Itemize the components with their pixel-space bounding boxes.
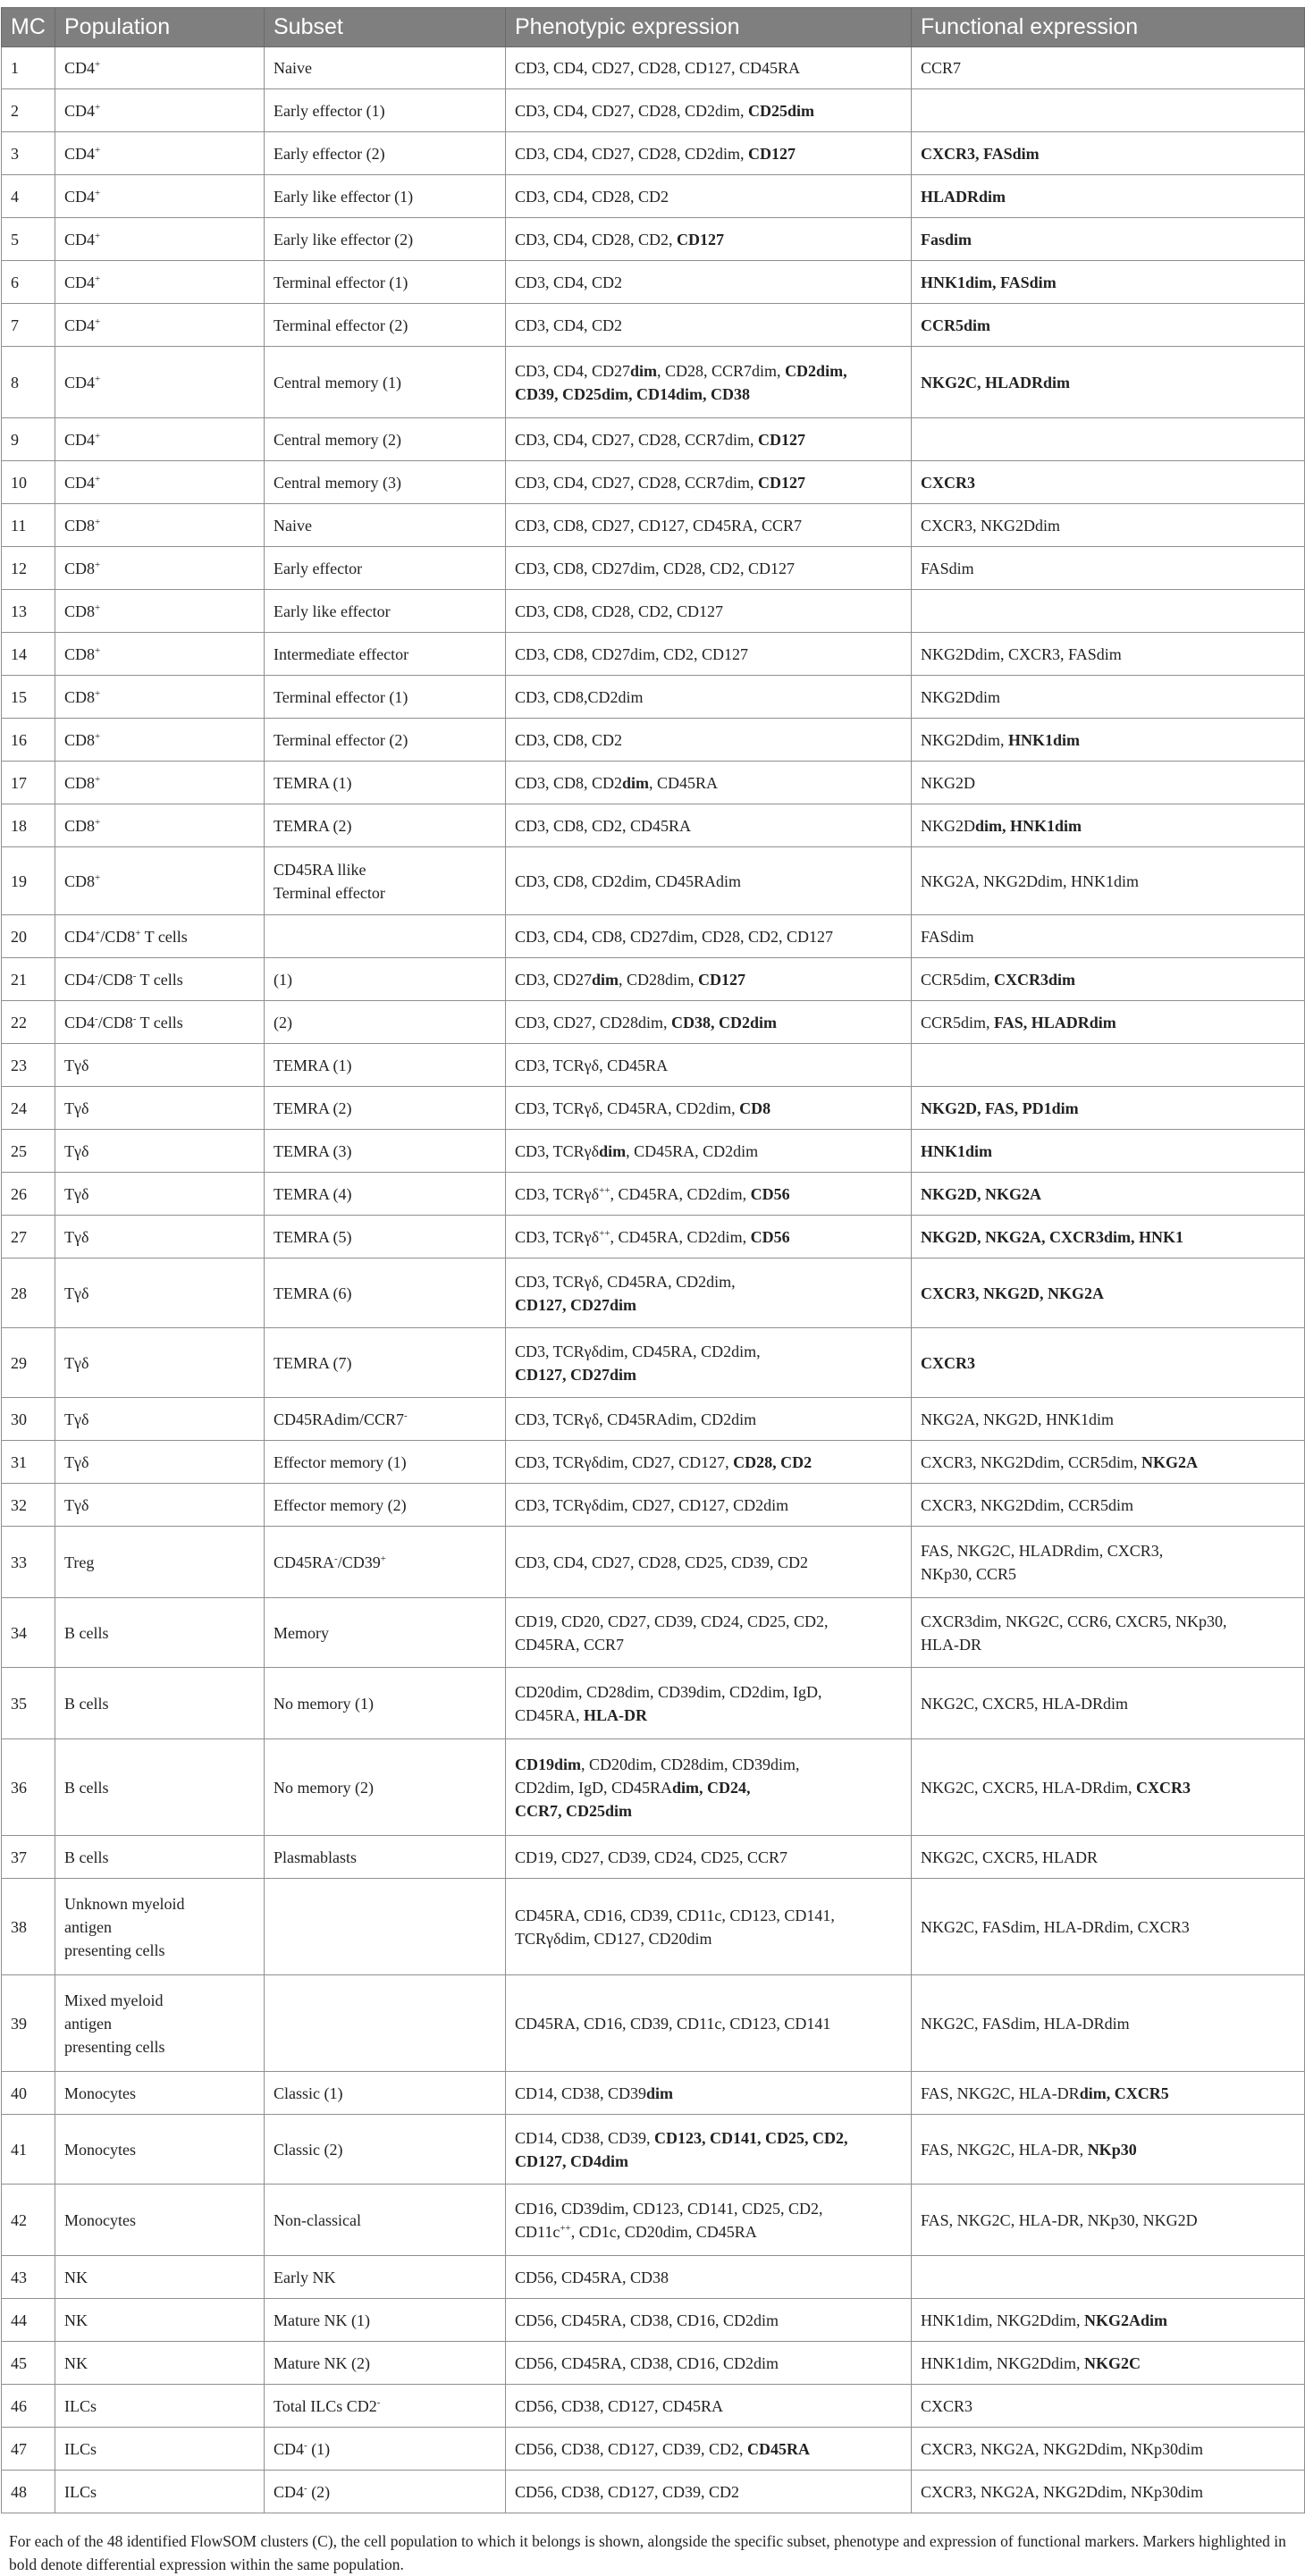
cell-subset: Memory <box>265 1598 506 1668</box>
cell-population: CD4-/CD8- T cells <box>55 1001 265 1044</box>
cell-mc: 8 <box>2 347 55 418</box>
cell-functional: NKG2C, FASdim, HLA-DRdim <box>912 1975 1305 2072</box>
cell-population: Treg <box>55 1527 265 1598</box>
cell-population: Tγδ <box>55 1328 265 1398</box>
cell-population: Mixed myeloid antigen presenting cells <box>55 1975 265 2072</box>
cell-population: CD8+ <box>55 633 265 676</box>
header-subset: Subset <box>265 8 506 47</box>
table-row <box>2 1087 1305 1130</box>
cell-population: CD4+/CD8+ T cells <box>55 915 265 958</box>
cell-functional <box>912 590 1305 633</box>
table-row <box>2 2115 1305 2185</box>
cell-mc: 14 <box>2 633 55 676</box>
cell-mc: 22 <box>2 1001 55 1044</box>
cell-functional <box>912 1044 1305 1087</box>
cell-functional: CXCR3, NKG2D, NKG2A <box>912 1259 1305 1328</box>
header-phenotypic-expression: Phenotypic expression <box>506 8 912 47</box>
cell-mc: 39 <box>2 1975 55 2072</box>
cell-phenotypic: CD3, CD8, CD2 <box>506 719 912 762</box>
table-row <box>2 633 1305 676</box>
cell-mc: 18 <box>2 804 55 847</box>
cell-functional: NKG2D, FAS, PD1dim <box>912 1087 1305 1130</box>
cell-mc: 33 <box>2 1527 55 1598</box>
cell-subset: Naive <box>265 47 506 89</box>
cell-mc: 11 <box>2 504 55 547</box>
cell-mc: 15 <box>2 676 55 719</box>
cell-population: CD4+ <box>55 47 265 89</box>
table-row <box>2 1328 1305 1398</box>
cell-subset: Central memory (3) <box>265 461 506 504</box>
cell-subset: Early effector <box>265 547 506 590</box>
table-row <box>2 2385 1305 2428</box>
cell-functional: NKG2D, NKG2A <box>912 1173 1305 1216</box>
cell-mc: 2 <box>2 89 55 132</box>
cell-subset: TEMRA (1) <box>265 1044 506 1087</box>
cell-mc: 42 <box>2 2185 55 2256</box>
cell-functional: CCR5dim, CXCR3dim <box>912 958 1305 1001</box>
cell-functional: HNK1dim, NKG2Ddim, NKG2C <box>912 2342 1305 2385</box>
cell-phenotypic: CD20dim, CD28dim, CD39dim, CD2dim, IgD, CD45RA, HLA-DR <box>506 1668 912 1739</box>
table-row <box>2 347 1305 418</box>
cell-population: CD4+ <box>55 418 265 461</box>
cell-phenotypic: CD3, TCRγδ, CD45RAdim, CD2dim <box>506 1398 912 1441</box>
cell-subset: Mature NK (2) <box>265 2342 506 2385</box>
cell-phenotypic: CD56, CD38, CD127, CD39, CD2 <box>506 2471 912 2513</box>
cell-mc: 1 <box>2 47 55 89</box>
cell-phenotypic: CD3, CD4, CD27, CD28, CCR7dim, CD127 <box>506 461 912 504</box>
table-row <box>2 915 1305 958</box>
cell-subset: TEMRA (2) <box>265 1087 506 1130</box>
cell-phenotypic: CD3, CD8, CD27dim, CD2, CD127 <box>506 633 912 676</box>
header-population: Population <box>55 8 265 47</box>
cell-phenotypic: CD3, CD4, CD28, CD2 <box>506 175 912 218</box>
cell-population: NK <box>55 2256 265 2299</box>
table-row <box>2 719 1305 762</box>
cell-mc: 24 <box>2 1087 55 1130</box>
cell-phenotypic: CD14, CD38, CD39, CD123, CD141, CD25, CD2, CD127, CD4dim <box>506 2115 912 2185</box>
cell-phenotypic: CD3, CD8, CD27, CD127, CD45RA, CCR7 <box>506 504 912 547</box>
cell-functional: CCR7 <box>912 47 1305 89</box>
table-row <box>2 1044 1305 1087</box>
cell-mc: 9 <box>2 418 55 461</box>
table-row <box>2 2428 1305 2471</box>
cell-phenotypic: CD3, TCRγδdim, CD27, CD127, CD2dim <box>506 1484 912 1527</box>
cell-population: B cells <box>55 1668 265 1739</box>
cell-mc: 20 <box>2 915 55 958</box>
cell-phenotypic: CD3, TCRγδ, CD45RA, CD2dim, CD127, CD27dim <box>506 1259 912 1328</box>
cell-mc: 34 <box>2 1598 55 1668</box>
cell-functional: NKG2C, CXCR5, HLADR <box>912 1836 1305 1879</box>
cell-functional: HNK1dim, NKG2Ddim, NKG2Adim <box>912 2299 1305 2342</box>
cell-functional: NKG2Ddim, HNK1dim <box>912 719 1305 762</box>
cell-subset <box>265 1879 506 1975</box>
cell-phenotypic: CD14, CD38, CD39dim <box>506 2072 912 2115</box>
cell-functional: CXCR3, FASdim <box>912 132 1305 175</box>
cell-phenotypic: CD16, CD39dim, CD123, CD141, CD25, CD2, CD11c++, CD1c, CD20dim, CD45RA <box>506 2185 912 2256</box>
cell-mc: 12 <box>2 547 55 590</box>
cell-functional: FASdim <box>912 547 1305 590</box>
cell-mc: 28 <box>2 1259 55 1328</box>
cell-subset: Terminal effector (1) <box>265 261 506 304</box>
cell-subset: Non-classical <box>265 2185 506 2256</box>
cell-functional <box>912 89 1305 132</box>
cell-subset: CD45RAdim/CCR7- <box>265 1398 506 1441</box>
cell-functional: NKG2Ddim <box>912 676 1305 719</box>
table-row <box>2 1739 1305 1836</box>
cell-subset: (2) <box>265 1001 506 1044</box>
cell-mc: 44 <box>2 2299 55 2342</box>
cell-functional: NKG2C, HLADRdim <box>912 347 1305 418</box>
cell-population: CD8+ <box>55 719 265 762</box>
cell-mc: 7 <box>2 304 55 347</box>
table-row <box>2 261 1305 304</box>
cell-functional: FAS, NKG2C, HLADRdim, CXCR3, NKp30, CCR5 <box>912 1527 1305 1598</box>
table-row <box>2 2299 1305 2342</box>
table-row <box>2 175 1305 218</box>
cell-mc: 21 <box>2 958 55 1001</box>
cell-phenotypic: CD19dim, CD20dim, CD28dim, CD39dim, CD2dim, IgD, CD45RAdim, CD24, CCR7, CD25dim <box>506 1739 912 1836</box>
cell-mc: 29 <box>2 1328 55 1398</box>
table-row <box>2 804 1305 847</box>
cell-functional: FAS, NKG2C, HLA-DR, NKp30, NKG2D <box>912 2185 1305 2256</box>
table-row <box>2 1484 1305 1527</box>
cell-population: Monocytes <box>55 2185 265 2256</box>
table-footnote: For each of the 48 identified FlowSOM clusters (C), the cell population to which it belongs is shown, alongside the specific subset, phenotype and expression of functional markers. Markers highlighted in bold denote differential expression within the same population. <box>9 2532 1286 2573</box>
table-row <box>2 847 1305 915</box>
cell-functional: CXCR3, NKG2Ddim, CCR5dim <box>912 1484 1305 1527</box>
cell-functional: NKG2D <box>912 762 1305 804</box>
cell-phenotypic: CD45RA, CD16, CD39, CD11c, CD123, CD141 <box>506 1975 912 2072</box>
cell-subset: Early effector (1) <box>265 89 506 132</box>
cell-subset: Early like effector (2) <box>265 218 506 261</box>
table-row <box>2 418 1305 461</box>
table-body <box>2 47 1305 2513</box>
table-row <box>2 1668 1305 1739</box>
cell-population: B cells <box>55 1739 265 1836</box>
cell-subset: Terminal effector (2) <box>265 304 506 347</box>
cell-mc: 46 <box>2 2385 55 2428</box>
cell-mc: 37 <box>2 1836 55 1879</box>
cell-mc: 35 <box>2 1668 55 1739</box>
table-row <box>2 762 1305 804</box>
cell-functional: NKG2C, FASdim, HLA-DRdim, CXCR3 <box>912 1879 1305 1975</box>
cell-functional: CXCR3, NKG2A, NKG2Ddim, NKp30dim <box>912 2471 1305 2513</box>
cell-subset: TEMRA (6) <box>265 1259 506 1328</box>
table-row <box>2 504 1305 547</box>
table-row <box>2 1975 1305 2072</box>
cell-subset: CD4- (2) <box>265 2471 506 2513</box>
cell-functional: HNK1dim <box>912 1130 1305 1173</box>
cell-phenotypic: CD3, CD4, CD27dim, CD28, CCR7dim, CD2dim, CD39, CD25dim, CD14dim, CD38 <box>506 347 912 418</box>
cell-mc: 13 <box>2 590 55 633</box>
cell-population: CD8+ <box>55 676 265 719</box>
cell-population: CD8+ <box>55 504 265 547</box>
cell-population: Tγδ <box>55 1259 265 1328</box>
cell-subset: Central memory (2) <box>265 418 506 461</box>
cell-population: CD4+ <box>55 461 265 504</box>
table-row <box>2 2342 1305 2385</box>
cell-phenotypic: CD3, CD4, CD2 <box>506 261 912 304</box>
table-row <box>2 218 1305 261</box>
cell-subset: CD4- (1) <box>265 2428 506 2471</box>
cell-phenotypic: CD3, CD4, CD27, CD28, CD25, CD39, CD2 <box>506 1527 912 1598</box>
cell-mc: 4 <box>2 175 55 218</box>
cell-population: ILCs <box>55 2428 265 2471</box>
cell-mc: 32 <box>2 1484 55 1527</box>
cell-functional: CXCR3, NKG2Ddim, CCR5dim, NKG2A <box>912 1441 1305 1484</box>
cell-functional: CXCR3dim, NKG2C, CCR6, CXCR5, NKp30, HLA-DR <box>912 1598 1305 1668</box>
cell-phenotypic: CD3, CD4, CD28, CD2, CD127 <box>506 218 912 261</box>
cell-mc: 27 <box>2 1216 55 1259</box>
cell-subset: No memory (1) <box>265 1668 506 1739</box>
cell-population: CD4+ <box>55 132 265 175</box>
cell-subset <box>265 915 506 958</box>
cell-phenotypic: CD3, CD8,CD2dim <box>506 676 912 719</box>
cell-subset: TEMRA (5) <box>265 1216 506 1259</box>
cell-population: CD4+ <box>55 89 265 132</box>
table-row <box>2 958 1305 1001</box>
cell-mc: 6 <box>2 261 55 304</box>
cell-mc: 38 <box>2 1879 55 1975</box>
cell-phenotypic: CD3, TCRγδ++, CD45RA, CD2dim, CD56 <box>506 1216 912 1259</box>
table-row <box>2 1173 1305 1216</box>
table-row <box>2 1836 1305 1879</box>
cell-subset: Effector memory (2) <box>265 1484 506 1527</box>
cell-phenotypic: CD3, CD4, CD8, CD27dim, CD28, CD2, CD127 <box>506 915 912 958</box>
cell-population: Monocytes <box>55 2115 265 2185</box>
cell-mc: 30 <box>2 1398 55 1441</box>
table-header-row <box>2 8 1305 47</box>
cell-subset: CD45RA llike Terminal effector <box>265 847 506 915</box>
table-row <box>2 47 1305 89</box>
cell-phenotypic: CD3, TCRγδ, CD45RA <box>506 1044 912 1087</box>
cell-population: Tγδ <box>55 1173 265 1216</box>
cell-population: B cells <box>55 1836 265 1879</box>
cell-phenotypic: CD56, CD38, CD127, CD39, CD2, CD45RA <box>506 2428 912 2471</box>
cell-functional: FAS, NKG2C, HLA-DR, NKp30 <box>912 2115 1305 2185</box>
cell-phenotypic: CD3, CD27dim, CD28dim, CD127 <box>506 958 912 1001</box>
cell-mc: 45 <box>2 2342 55 2385</box>
table-row <box>2 1598 1305 1668</box>
cell-population: ILCs <box>55 2385 265 2428</box>
cell-mc: 43 <box>2 2256 55 2299</box>
cell-subset: Intermediate effector <box>265 633 506 676</box>
cell-population: CD8+ <box>55 847 265 915</box>
table-row <box>2 1259 1305 1328</box>
cell-phenotypic: CD56, CD38, CD127, CD45RA <box>506 2385 912 2428</box>
cell-mc: 10 <box>2 461 55 504</box>
cell-phenotypic: CD3, CD4, CD27, CD28, CCR7dim, CD127 <box>506 418 912 461</box>
cell-phenotypic: CD3, CD8, CD27dim, CD28, CD2, CD127 <box>506 547 912 590</box>
cell-functional: FASdim <box>912 915 1305 958</box>
cell-population: CD4+ <box>55 218 265 261</box>
cell-phenotypic: CD3, TCRγδdim, CD27, CD127, CD28, CD2 <box>506 1441 912 1484</box>
table-row <box>2 2471 1305 2513</box>
cell-population: Unknown myeloid antigen presenting cells <box>55 1879 265 1975</box>
cell-population: NK <box>55 2299 265 2342</box>
cell-functional: HNK1dim, FASdim <box>912 261 1305 304</box>
cell-functional: NKG2D, NKG2A, CXCR3dim, HNK1 <box>912 1216 1305 1259</box>
cell-population: Tγδ <box>55 1216 265 1259</box>
table-row <box>2 132 1305 175</box>
cell-subset: Total ILCs CD2- <box>265 2385 506 2428</box>
cell-functional: FAS, NKG2C, HLA-DRdim, CXCR5 <box>912 2072 1305 2115</box>
cell-functional: CXCR3 <box>912 1328 1305 1398</box>
cell-subset: Effector memory (1) <box>265 1441 506 1484</box>
cell-population: Tγδ <box>55 1130 265 1173</box>
cell-subset: TEMRA (4) <box>265 1173 506 1216</box>
cell-phenotypic: CD56, CD45RA, CD38, CD16, CD2dim <box>506 2299 912 2342</box>
cell-subset: TEMRA (1) <box>265 762 506 804</box>
cell-phenotypic: CD3, CD8, CD2dim, CD45RA <box>506 762 912 804</box>
cell-mc: 48 <box>2 2471 55 2513</box>
cell-population: NK <box>55 2342 265 2385</box>
cell-population: Tγδ <box>55 1398 265 1441</box>
cell-subset <box>265 1975 506 2072</box>
header-mc: MC <box>2 8 55 47</box>
cell-phenotypic: CD3, CD8, CD2dim, CD45RAdim <box>506 847 912 915</box>
cell-functional: CXCR3, NKG2Ddim <box>912 504 1305 547</box>
cell-mc: 26 <box>2 1173 55 1216</box>
cell-population: Monocytes <box>55 2072 265 2115</box>
cell-subset: Early like effector <box>265 590 506 633</box>
cell-population: Tγδ <box>55 1044 265 1087</box>
cell-phenotypic: CD3, CD4, CD27, CD28, CD2dim, CD127 <box>506 132 912 175</box>
table-row <box>2 2185 1305 2256</box>
cell-subset: Terminal effector (1) <box>265 676 506 719</box>
cell-population: Tγδ <box>55 1087 265 1130</box>
cell-phenotypic: CD3, CD4, CD2 <box>506 304 912 347</box>
cell-phenotypic: CD3, TCRγδdim, CD45RA, CD2dim <box>506 1130 912 1173</box>
cell-mc: 36 <box>2 1739 55 1836</box>
cell-subset: TEMRA (2) <box>265 804 506 847</box>
cell-mc: 3 <box>2 132 55 175</box>
cell-mc: 23 <box>2 1044 55 1087</box>
cell-phenotypic: CD3, CD27, CD28dim, CD38, CD2dim <box>506 1001 912 1044</box>
cell-mc: 40 <box>2 2072 55 2115</box>
cell-subset: Classic (2) <box>265 2115 506 2185</box>
table-row <box>2 1216 1305 1259</box>
cell-subset: Early like effector (1) <box>265 175 506 218</box>
cell-functional: CXCR3 <box>912 461 1305 504</box>
cell-functional: Fasdim <box>912 218 1305 261</box>
cell-phenotypic: CD3, TCRγδ++, CD45RA, CD2dim, CD56 <box>506 1173 912 1216</box>
cell-phenotypic: CD56, CD45RA, CD38 <box>506 2256 912 2299</box>
cell-subset: Mature NK (1) <box>265 2299 506 2342</box>
cell-subset: Early effector (2) <box>265 132 506 175</box>
cell-subset: Terminal effector (2) <box>265 719 506 762</box>
table-row <box>2 2256 1305 2299</box>
cell-phenotypic: CD3, CD4, CD27, CD28, CD2dim, CD25dim <box>506 89 912 132</box>
cell-phenotypic: CD19, CD27, CD39, CD24, CD25, CCR7 <box>506 1836 912 1879</box>
cell-subset: (1) <box>265 958 506 1001</box>
cell-population: B cells <box>55 1598 265 1668</box>
cell-phenotypic: CD3, TCRγδdim, CD45RA, CD2dim, CD127, CD27dim <box>506 1328 912 1398</box>
table-row <box>2 89 1305 132</box>
cell-population: CD8+ <box>55 804 265 847</box>
cell-functional <box>912 418 1305 461</box>
cell-functional: CXCR3 <box>912 2385 1305 2428</box>
cell-mc: 19 <box>2 847 55 915</box>
table-row <box>2 1441 1305 1484</box>
cell-functional: NKG2C, CXCR5, HLA-DRdim <box>912 1668 1305 1739</box>
cell-population: CD4+ <box>55 347 265 418</box>
cell-population: CD8+ <box>55 547 265 590</box>
table-row <box>2 1130 1305 1173</box>
cell-subset: TEMRA (7) <box>265 1328 506 1398</box>
table-row <box>2 304 1305 347</box>
cell-population: CD4+ <box>55 175 265 218</box>
cell-phenotypic: CD56, CD45RA, CD38, CD16, CD2dim <box>506 2342 912 2385</box>
table-row <box>2 461 1305 504</box>
cell-population: ILCs <box>55 2471 265 2513</box>
cell-subset: TEMRA (3) <box>265 1130 506 1173</box>
cell-population: CD4+ <box>55 304 265 347</box>
cell-mc: 17 <box>2 762 55 804</box>
cell-mc: 41 <box>2 2115 55 2185</box>
cell-population: CD8+ <box>55 762 265 804</box>
cell-subset: Naive <box>265 504 506 547</box>
cell-functional: HLADRdim <box>912 175 1305 218</box>
cell-phenotypic: CD3, CD8, CD2, CD45RA <box>506 804 912 847</box>
cell-phenotypic: CD45RA, CD16, CD39, CD11c, CD123, CD141, TCRγδdim, CD127, CD20dim <box>506 1879 912 1975</box>
cell-phenotypic: CD3, CD8, CD28, CD2, CD127 <box>506 590 912 633</box>
cell-population: Tγδ <box>55 1441 265 1484</box>
cell-population: CD8+ <box>55 590 265 633</box>
cell-subset: No memory (2) <box>265 1739 506 1836</box>
cell-mc: 47 <box>2 2428 55 2471</box>
cell-functional: CXCR3, NKG2A, NKG2Ddim, NKp30dim <box>912 2428 1305 2471</box>
cell-mc: 25 <box>2 1130 55 1173</box>
table-row <box>2 590 1305 633</box>
cell-phenotypic: CD3, CD4, CD27, CD28, CD127, CD45RA <box>506 47 912 89</box>
cell-functional: NKG2Ddim, HNK1dim <box>912 804 1305 847</box>
cell-population: CD4-/CD8- T cells <box>55 958 265 1001</box>
table-row <box>2 1001 1305 1044</box>
cell-subset: Early NK <box>265 2256 506 2299</box>
cell-functional: NKG2A, NKG2Ddim, HNK1dim <box>912 847 1305 915</box>
table-row <box>2 1527 1305 1598</box>
table-row <box>2 2072 1305 2115</box>
cell-functional: NKG2Ddim, CXCR3, FASdim <box>912 633 1305 676</box>
table-row <box>2 676 1305 719</box>
cell-subset: CD45RA-/CD39+ <box>265 1527 506 1598</box>
cell-population: Tγδ <box>55 1484 265 1527</box>
header-functional-expression: Functional expression <box>912 8 1305 47</box>
cell-functional <box>912 2256 1305 2299</box>
table-row <box>2 1398 1305 1441</box>
table-row <box>2 1879 1305 1975</box>
cell-population: CD4+ <box>55 261 265 304</box>
cell-functional: CCR5dim, FAS, HLADRdim <box>912 1001 1305 1044</box>
cell-functional: NKG2C, CXCR5, HLA-DRdim, CXCR3 <box>912 1739 1305 1836</box>
cell-mc: 16 <box>2 719 55 762</box>
cell-mc: 31 <box>2 1441 55 1484</box>
cell-subset: Classic (1) <box>265 2072 506 2115</box>
cell-functional: NKG2A, NKG2D, HNK1dim <box>912 1398 1305 1441</box>
cell-functional: CCR5dim <box>912 304 1305 347</box>
table-row <box>2 547 1305 590</box>
cell-phenotypic: CD19, CD20, CD27, CD39, CD24, CD25, CD2, CD45RA, CCR7 <box>506 1598 912 1668</box>
clusters-table <box>1 7 1305 2513</box>
cell-subset: Central memory (1) <box>265 347 506 418</box>
cell-mc: 5 <box>2 218 55 261</box>
cell-phenotypic: CD3, TCRγδ, CD45RA, CD2dim, CD8 <box>506 1087 912 1130</box>
cell-subset: Plasmablasts <box>265 1836 506 1879</box>
